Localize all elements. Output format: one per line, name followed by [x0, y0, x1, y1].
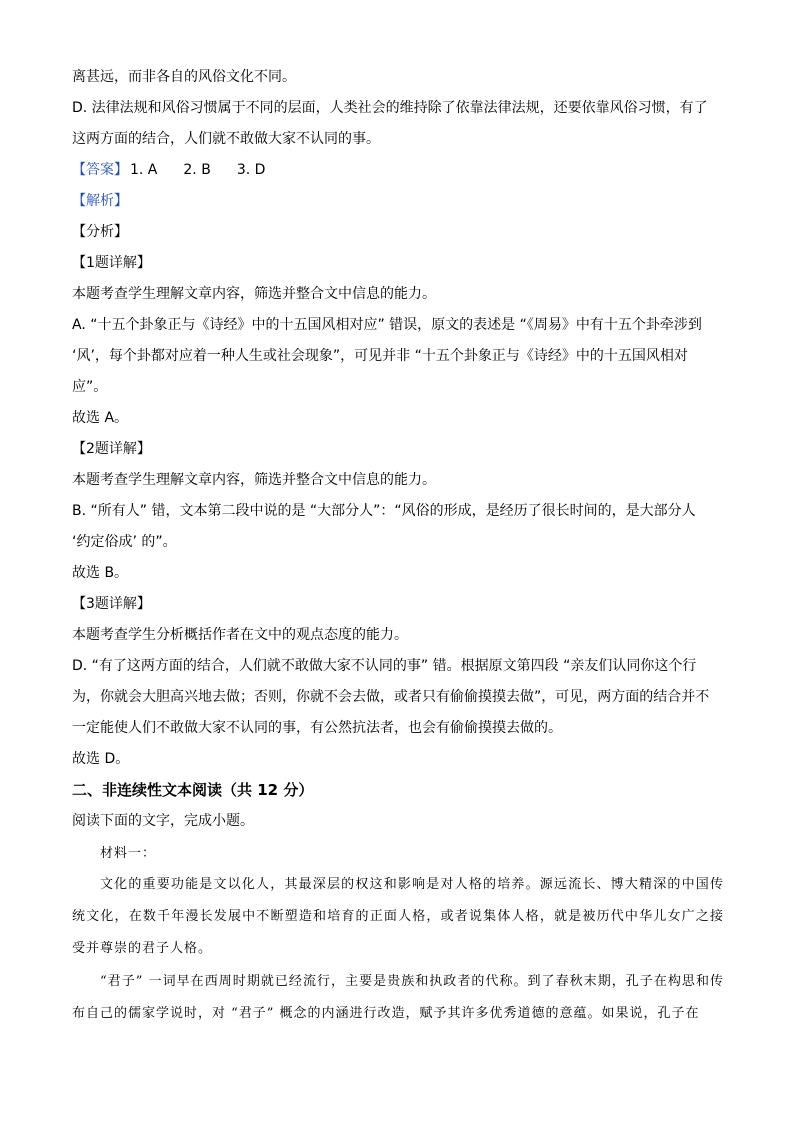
text-line: 应”。: [72, 379, 108, 395]
text-line: 故选 B。: [72, 565, 129, 581]
text-line: 一定能使人们不敢做大家不认同的事，有公然抗法者，也会有偷偷摸摸去做的。: [72, 720, 562, 736]
text-line: 本题考查学生理解文章内容，筛选并整合文中信息的能力。: [72, 286, 436, 302]
material-paragraph: 文化的重要功能是文以化人，其最深层的权这和影响是对人格的培养。源远流长、博大精深的中国传统文化，在数千年漫长发展中不断塑造和培育的正面人格，或者说集体人格，就是被历代中华儿女广之接受并尊崇的君子人格。: [72, 877, 724, 956]
answer-1: 1. A: [130, 162, 158, 178]
answer-line: [72, 155, 724, 186]
answer-3: 3. D: [236, 162, 266, 178]
document-page: [72, 62, 724, 1030]
material-paragraph: “君子” 一词早在西周时期就已经流行，主要是贵族和执政者的代称。到了春秋末期，孔子在构思和传布自己的儒家学说时，对 “君子” 概念的内涵进行改造，赋予其许多优秀道德的意蕴。如果说，孔子在: [72, 974, 724, 1021]
material-title: 材料一：: [100, 846, 157, 861]
text-line: 离甚远，而非各自的风俗文化不同。: [72, 69, 296, 85]
text-line: 故选 A。: [72, 410, 129, 426]
section-instruction: 阅读下面的文字，完成小题。: [72, 813, 254, 829]
q3-heading: 【3题详解】: [72, 596, 151, 612]
text-line: 为，你就会大胆高兴地去做；否则，你就不会去做，或者只有偷偷摸摸去做”，可见，两方面的结合并不: [72, 689, 710, 705]
analysis-subtag: 【分析】: [72, 224, 128, 240]
section-title: 二、非连续性文本阅读（共 12 分）: [72, 781, 314, 799]
q2-heading: 【2题详解】: [72, 441, 151, 457]
material-body: [72, 869, 724, 1030]
text-line: 这两方面的结合，人们就不敢做大家不认同的事。: [72, 131, 380, 147]
q1-heading: 【1题详解】: [72, 255, 151, 271]
text-line: A. “十五个卦象正与《诗经》中的十五国风相对应” 错误，原文的表述是 “《周易》中有十五个卦牵涉到: [72, 317, 702, 333]
text-line: 故选 D。: [72, 751, 130, 767]
text-line: ‘约定俗成’ 的”。: [72, 534, 177, 550]
text-line: 本题考查学生分析概括作者在文中的观点态度的能力。: [72, 627, 408, 643]
analysis-tag: 【解析】: [72, 193, 128, 209]
answer-2: 2. B: [183, 162, 211, 178]
text-line: D. 法律法规和风俗习惯属于不同的层面，人类社会的维持除了依靠法律法规，还要依靠风俗习惯，有了: [72, 100, 708, 116]
text-line: B. “所有人” 错，文本第二段中说的是 “大部分人”：“风俗的形成，是经历了很长时间的，是大部分人: [72, 503, 696, 519]
answer-tag: 【答案】: [72, 162, 128, 178]
text-line: 本题考查学生理解文章内容，筛选并整合文中信息的能力。: [72, 472, 436, 488]
text-line: ‘风’，每个卦都对应着一种人生或社会现象”，可见并非 “十五个卦象正与《诗经》中的十五国风相对: [72, 348, 688, 364]
text-line: D. “有了这两方面的结合，人们就不敢做大家不认同的事” 错。根据原文第四段 “亲友们认同你这个行: [72, 658, 697, 674]
